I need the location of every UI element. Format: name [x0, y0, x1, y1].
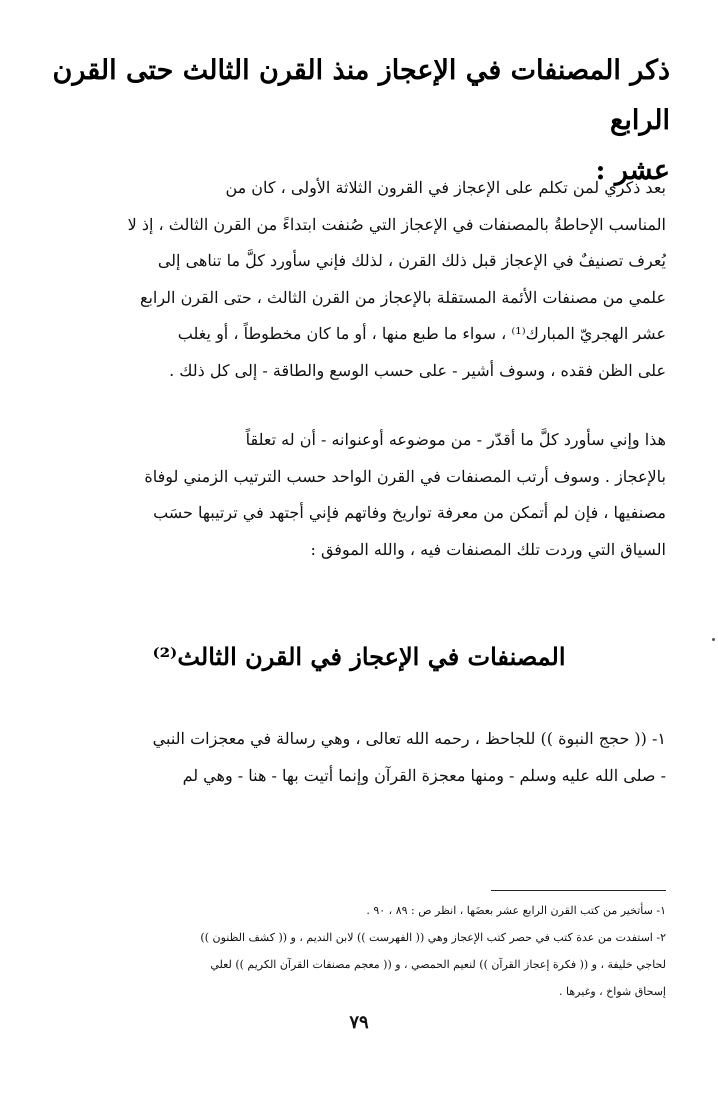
- chapter-heading-line-1: ذكر المصنفات في الإعجاز منذ القرن الثالث حتى القرن الرابع: [52, 55, 670, 136]
- intro-line: بعد ذكري لمن تكلم على الإعجاز في القرون الثلاثة الأولى ، كان من: [225, 178, 666, 197]
- method-line: بالإعجاز . وسوف أرتب المصنفات في القرن الواحد حسب الترتيب الزمني لوفاة: [144, 466, 666, 486]
- entry-paragraph: [52, 721, 666, 794]
- intro-line: عشر الهجريّ المبارك⁽¹⁾ ، سواء ما طبع منها ، أو ما كان مخطوطاً ، أو يغلب: [177, 324, 666, 343]
- margin-dot: [712, 638, 715, 641]
- chapter-heading-line-2: عشر :: [595, 155, 670, 186]
- footnote-line: لحاجي خليفة ، و (( فكرة إعجاز القرآن )) لنعيم الحمصي ، و (( معجم مصنفات القرآن الكريم )) لعلي: [210, 958, 666, 971]
- footnote-line: ٢- استفدت من عدة كتب في حصر كتب الإعجاز وهي (( الفهرست )) لابن النديم ، و (( كشف الظنون )): [200, 931, 666, 944]
- method-line: مصنفيها ، فإن لم أتمكن من معرفة تواريخ وفاتهم فإني أجتهد في ترتيبها حسَب: [153, 503, 666, 522]
- footnote-divider: [491, 890, 666, 891]
- method-paragraph: [52, 422, 666, 568]
- footnotes: [52, 897, 666, 1005]
- page-number: ٧٩: [349, 1012, 369, 1033]
- method-line: السياق التي وردت تلك المصنفات فيه ، والله الموفق :: [310, 539, 666, 559]
- footnote-line: ١- سأتخير من كتب القرن الرابع عشر بعضَها ، انظر ص : ٨٩ ، ٩٠ .: [366, 904, 666, 917]
- section-heading: المصنفات في الإعجاز في القرن الثالث⁽²⁾: [152, 642, 566, 671]
- intro-line: على الظن فقده ، وسوف أشير - على حسب الوسع والطاقة - إلى كل ذلك .: [169, 360, 666, 380]
- intro-paragraph: [52, 170, 666, 389]
- intro-line: يُعرف تصنيفٌ في الإعجاز قبل ذلك القرن ، لذلك فإني سأورد كلَّ ما تناهى إلى: [157, 251, 666, 270]
- entry-line: - صلى الله عليه وسلم - ومنها معجزة القرآن وإنما أتيت بها - هنا - وهي لم: [182, 765, 666, 785]
- entry-line: ١- (( حجج النبوة )) للجاحظ ، رحمه الله تعالى ، وهي رسالة في معجزات النبي: [152, 729, 666, 748]
- intro-line: المناسب الإحاطةُ بالمصنفات في الإعجاز التي صُنفت ابتداءً من القرن الثالث ، إذ لا: [127, 214, 666, 234]
- footnote-line: إسحاق شواخ ، وغيرها .: [559, 985, 666, 998]
- method-line: هذا وإني سأورد كلَّ ما أقدّر - من موضوعه أوعنوانه - أن له تعلقاً: [245, 430, 666, 449]
- intro-line: علمي من مصنفات الأئمة المستقلة بالإعجاز من القرن الثالث ، حتى القرن الرابع: [139, 287, 666, 307]
